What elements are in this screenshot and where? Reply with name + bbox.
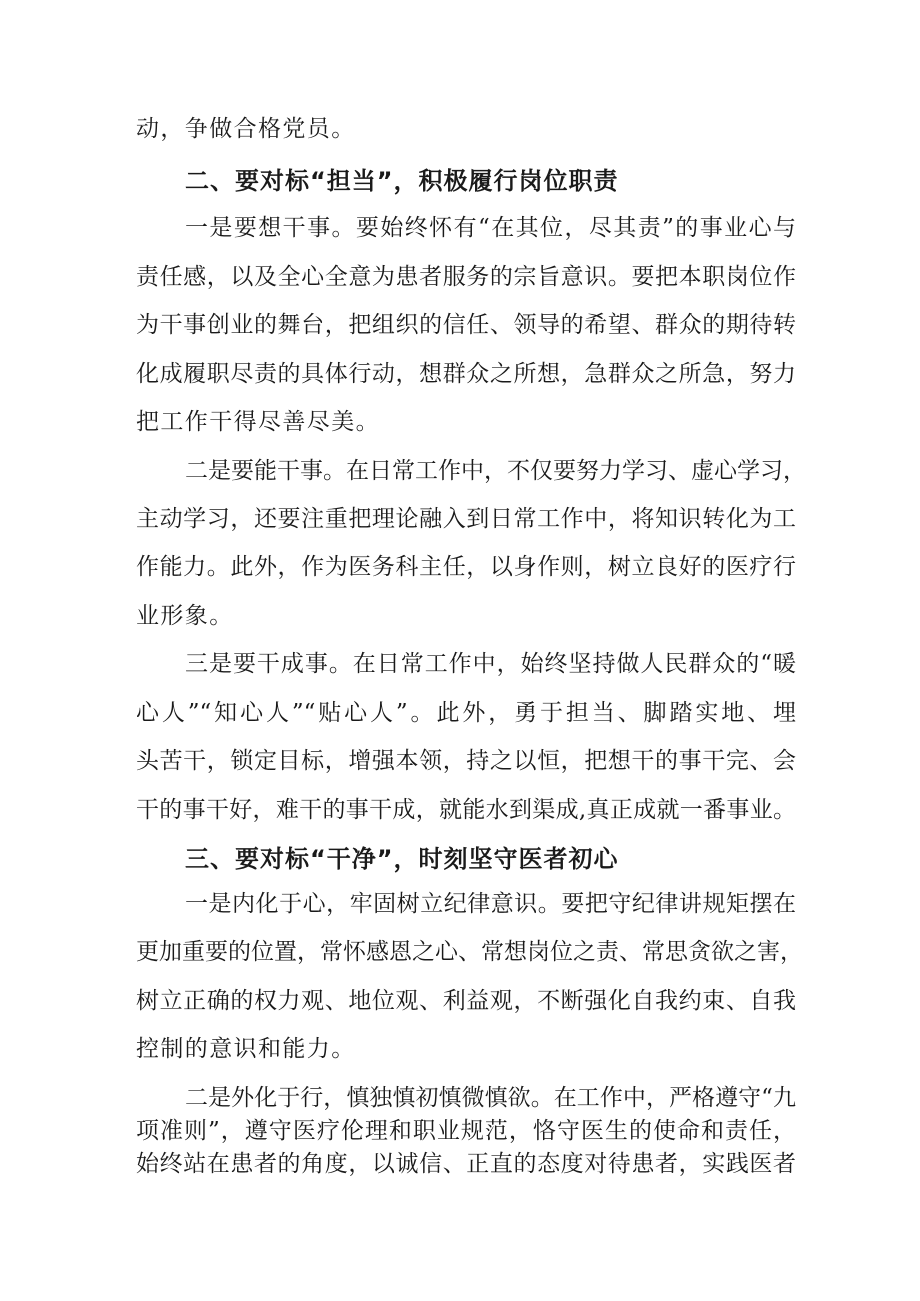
paragraph-line: 二是外化于行，慎独慎初慎微慎欲。在工作中，严格遵守“九 (185, 1085, 796, 1111)
paragraph-line: 心人”“知心人”“贴心人”。此外，勇于担当、脚踏实地、埋 (136, 700, 796, 726)
paragraph-line: 作能力。此外，作为医务科主任，以身作则，树立良好的医疗行 (136, 554, 796, 580)
paragraph-line: 项准则”，遵守医疗伦理和职业规范，恪守医生的使命和责任， (136, 1118, 796, 1144)
section-heading-2: 二、要对标“担当”，积极履行岗位职责 (185, 167, 619, 195)
paragraph-line: 主动学习，还要注重把理论融入到日常工作中，将知识转化为工 (136, 506, 796, 532)
paragraph-line: 一是要想干事。要始终怀有“在其位，尽其责”的事业心与 (185, 215, 796, 241)
paragraph-line: 干的事干好，难干的事干成，就能水到渠成,真正成就一番事业。 (136, 797, 796, 823)
paragraph-line: 动，争做合格党员。 (136, 116, 356, 142)
paragraph-line: 头苦干，锁定目标，增强本领，持之以恒，把想干的事干完、会 (136, 748, 796, 774)
paragraph-line: 树立正确的权力观、地位观、利益观，不断强化自我约束、自我 (136, 988, 796, 1014)
paragraph-line: 始终站在患者的角度，以诚信、正直的态度对待患者，实践医者 (136, 1151, 796, 1177)
paragraph-line: 把工作干得尽善尽美。 (136, 409, 380, 435)
section-heading-3: 三、要对标“干净”，时刻坚守医者初心 (185, 845, 619, 873)
paragraph-line: 为干事创业的舞台，把组织的信任、领导的希望、群众的期待转 (136, 312, 796, 338)
paragraph-line: 业形象。 (136, 603, 234, 629)
paragraph-line: 控制的意识和能力。 (136, 1036, 356, 1062)
paragraph-line: 更加重要的位置，常怀感恩之心、常想岗位之责、常思贪欲之害， (136, 939, 803, 965)
paragraph-line: 化成履职尽责的具体行动，想群众之所想，急群众之所急，努力 (136, 361, 796, 387)
paragraph-line: 一是内化于心，牢固树立纪律意识。要把守纪律讲规矩摆在 (185, 891, 796, 917)
paragraph-line: 责任感，以及全心全意为患者服务的宗旨意识。要把本职岗位作 (136, 264, 796, 290)
paragraph-line: 三是要干成事。在日常工作中，始终坚持做人民群众的“暖 (185, 651, 796, 677)
paragraph-line: 二是要能干事。在日常工作中，不仅要努力学习、虚心学习， (185, 458, 806, 484)
